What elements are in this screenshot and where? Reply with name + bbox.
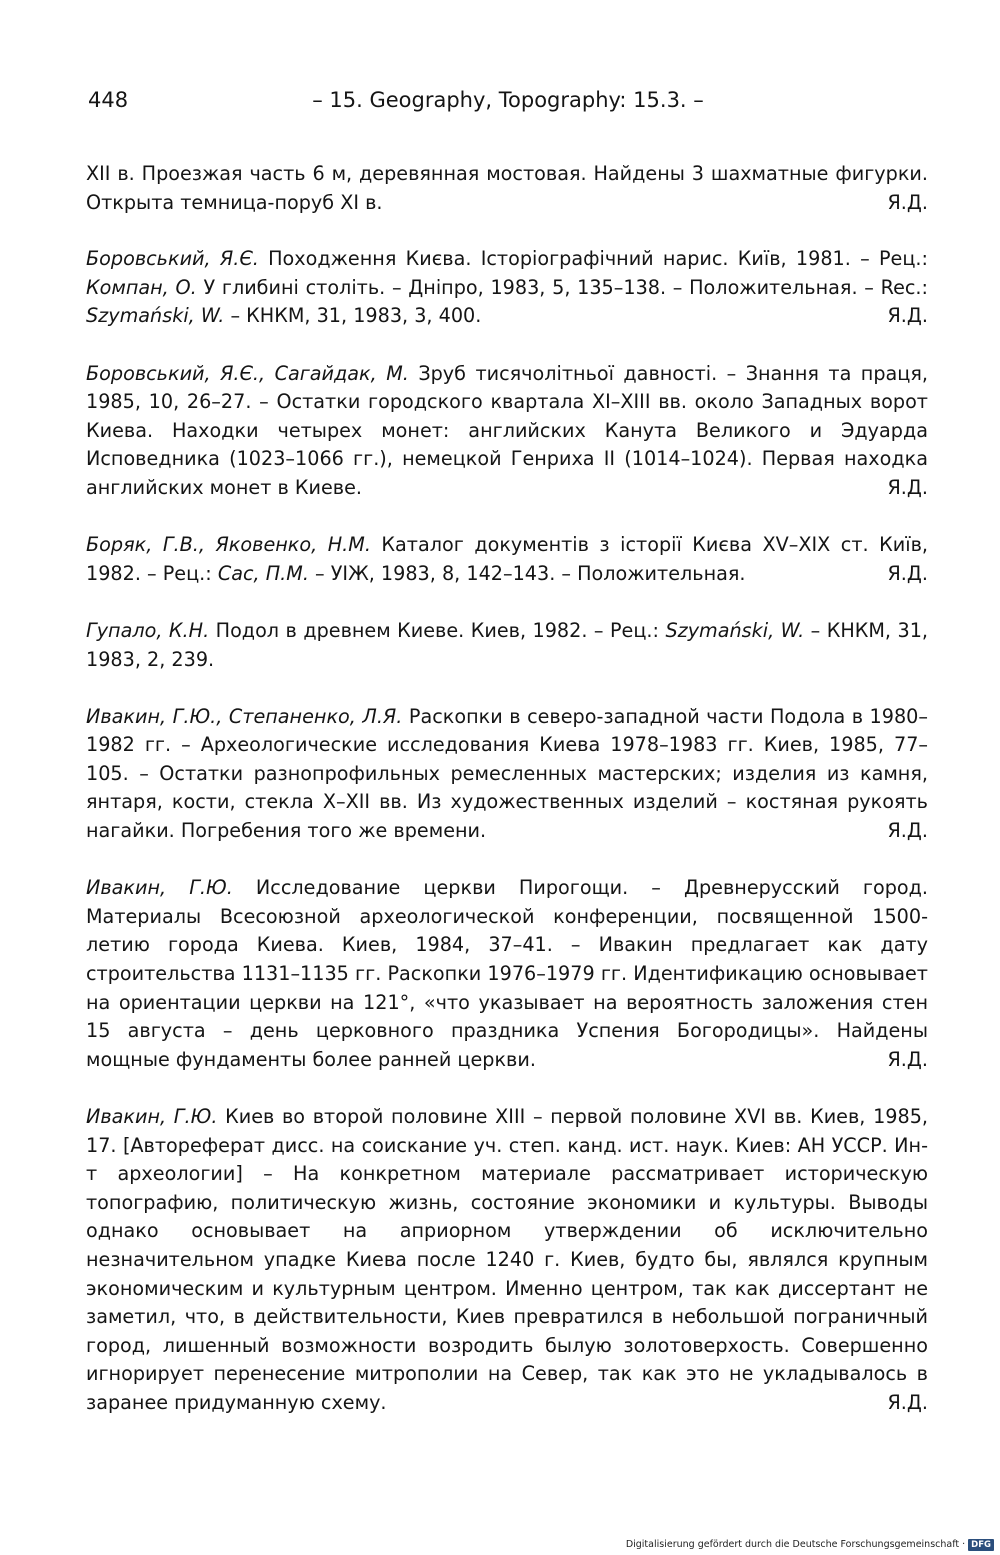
entry-text: – КНКМ, 31, 1983, 3, 400. (224, 304, 482, 328)
entry-signature: Я.Д. (887, 190, 928, 214)
bibliography-entry (86, 874, 928, 1074)
footer (626, 1539, 994, 1551)
page-number: 448 (88, 88, 129, 112)
entry-text: У глибині століть. – Дніпро, 1983, 5, 135–138. – Положительная. – Rec.: (196, 275, 928, 299)
entry-author: Боряк, Г.В., Яковенко, Н.М. (86, 533, 371, 557)
bibliography-entry (86, 703, 928, 846)
entry-text: Зруб тисячолітньої давності. – Знання та праця, 1985, 10, 26–27. – Остатки городского квартала XI–XIII вв. около Западных ворот Киева. Находки четырех монет: английских Канута Великого и Эдуарда Исповедника (1023–1066 гг.), немецкой Генриха II (1014–1024). Первая находка английских монет в Киеве. (86, 361, 928, 499)
bibliography-entry (86, 245, 928, 331)
entry-text: Походження Києва. Історіографічний нарис. Київ, 1981. – Рец.: (258, 247, 928, 271)
entry-text: XII в. Проезжая часть 6 м, деревянная мостовая. Найдены 3 шахматные фигурки. Открыта темница-поруб XI в. (86, 162, 928, 214)
entry-signature: Я.Д. (887, 1047, 928, 1071)
dfg-logo: DFG (968, 1539, 994, 1551)
entry-signature: Я.Д. (887, 561, 928, 585)
entry-text: Киев во второй половине XIII – первой половине XVI вв. Киев, 1985, 17. [Автореферат дисс. на соискание уч. степ. канд. ист. наук. Киев: АН УССР. Ин-т археологии] – На конкретном материале рассматривает историческую топографию, политическую жизнь, состояние экономики и культуры. Выводы однако основывает на априорном утверждении об исключительно незначительном упадке Киева после 1240 г. Киев, будто бы, являлся крупным экономическим и культурным центром. Именно центром, так как диссертант не заметил, что, в действительности, Киев превратился в небольшой пограничный город, лишенный возможности возродить былую золотоверхость. Совершенно игнорирует перенесение митрополии на Север, так как это не укладывалось в заранее придуманную схему. (86, 1105, 929, 1414)
entry-author: Ивакин, Г.Ю. (86, 876, 233, 900)
entry-signature: Я.Д. (887, 304, 928, 328)
entry-author: Боровський, Я.Є. (86, 247, 259, 271)
entry-text: Раскопки в северо-западной части Подола в 1980–1982 гг. – Археологические исследования Киева 1978–1983 гг. Киев, 1985, 77–105. – Остатки разнопрофильных ремесленных мастерских; изделия из камня, янтаря, кости, стекла X–XII вв. Из художественных изделий – костяная рукоять нагайки. Погребения того же времени. (86, 704, 928, 843)
entry-author: Боровський, Я.Є., Сагайдак, М. (86, 361, 409, 385)
bibliography-entries (86, 160, 928, 1446)
entry-signature: Я.Д. (887, 475, 928, 499)
bibliography-entry (86, 617, 928, 674)
entry-text: Каталог документів з історії Києва XV–XIX ст. Київ, 1982. – Рец.: (86, 533, 928, 585)
entry-reviewer: Szymański, W. (665, 618, 805, 642)
entry-reviewer: Компан, О. (86, 275, 197, 299)
entry-reviewer: Szymański, W. (86, 304, 225, 328)
entry-author: Ивакин, Г.Ю., Степаненко, Л.Я. (86, 704, 403, 728)
bibliography-entry (86, 1103, 928, 1418)
bibliography-entry (86, 160, 928, 217)
bibliography-entry (86, 531, 928, 588)
running-head: – 15. Geography, Topography: 15.3. – (312, 88, 704, 112)
entry-text: – КНКМ, 31, 1983, 2, 239. (86, 618, 929, 671)
entry-text: Исследование церкви Пирогощи. – Древнерусский город. Материалы Всесоюзной археологической конференции, посвященной 1500-летию города Киева. Киев, 1984, 37–41. – Ивакин предлагает как дату строительства 1131–1135 гг. Раскопки 1976–1979 гг. Идентификацию основывает на ориентации церкви на 121°, «что указывает на вероятность заложения стен 15 августа – день церковного праздника Успения Богородицы». Найдены мощные фундаменты более ранней церкви. (86, 876, 928, 1071)
entry-author: Гупало, К.Н. (86, 618, 210, 642)
entry-reviewer: Сас, П.М. (217, 561, 309, 585)
entry-text: Подол в древнем Киеве. Киев, 1982. – Рец.: (209, 618, 666, 642)
entry-signature: Я.Д. (887, 1390, 928, 1414)
entry-signature: Я.Д. (887, 819, 928, 843)
page-header (88, 82, 928, 118)
entry-author: Ивакин, Г.Ю. (86, 1105, 218, 1128)
entry-text: – УІЖ, 1983, 8, 142–143. – Положительная. (308, 561, 746, 585)
bibliography-entry (86, 360, 928, 503)
footer-text: Digitalisierung gefördert durch die Deutsche Forschungsgemeinschaft · (625, 1539, 966, 1550)
